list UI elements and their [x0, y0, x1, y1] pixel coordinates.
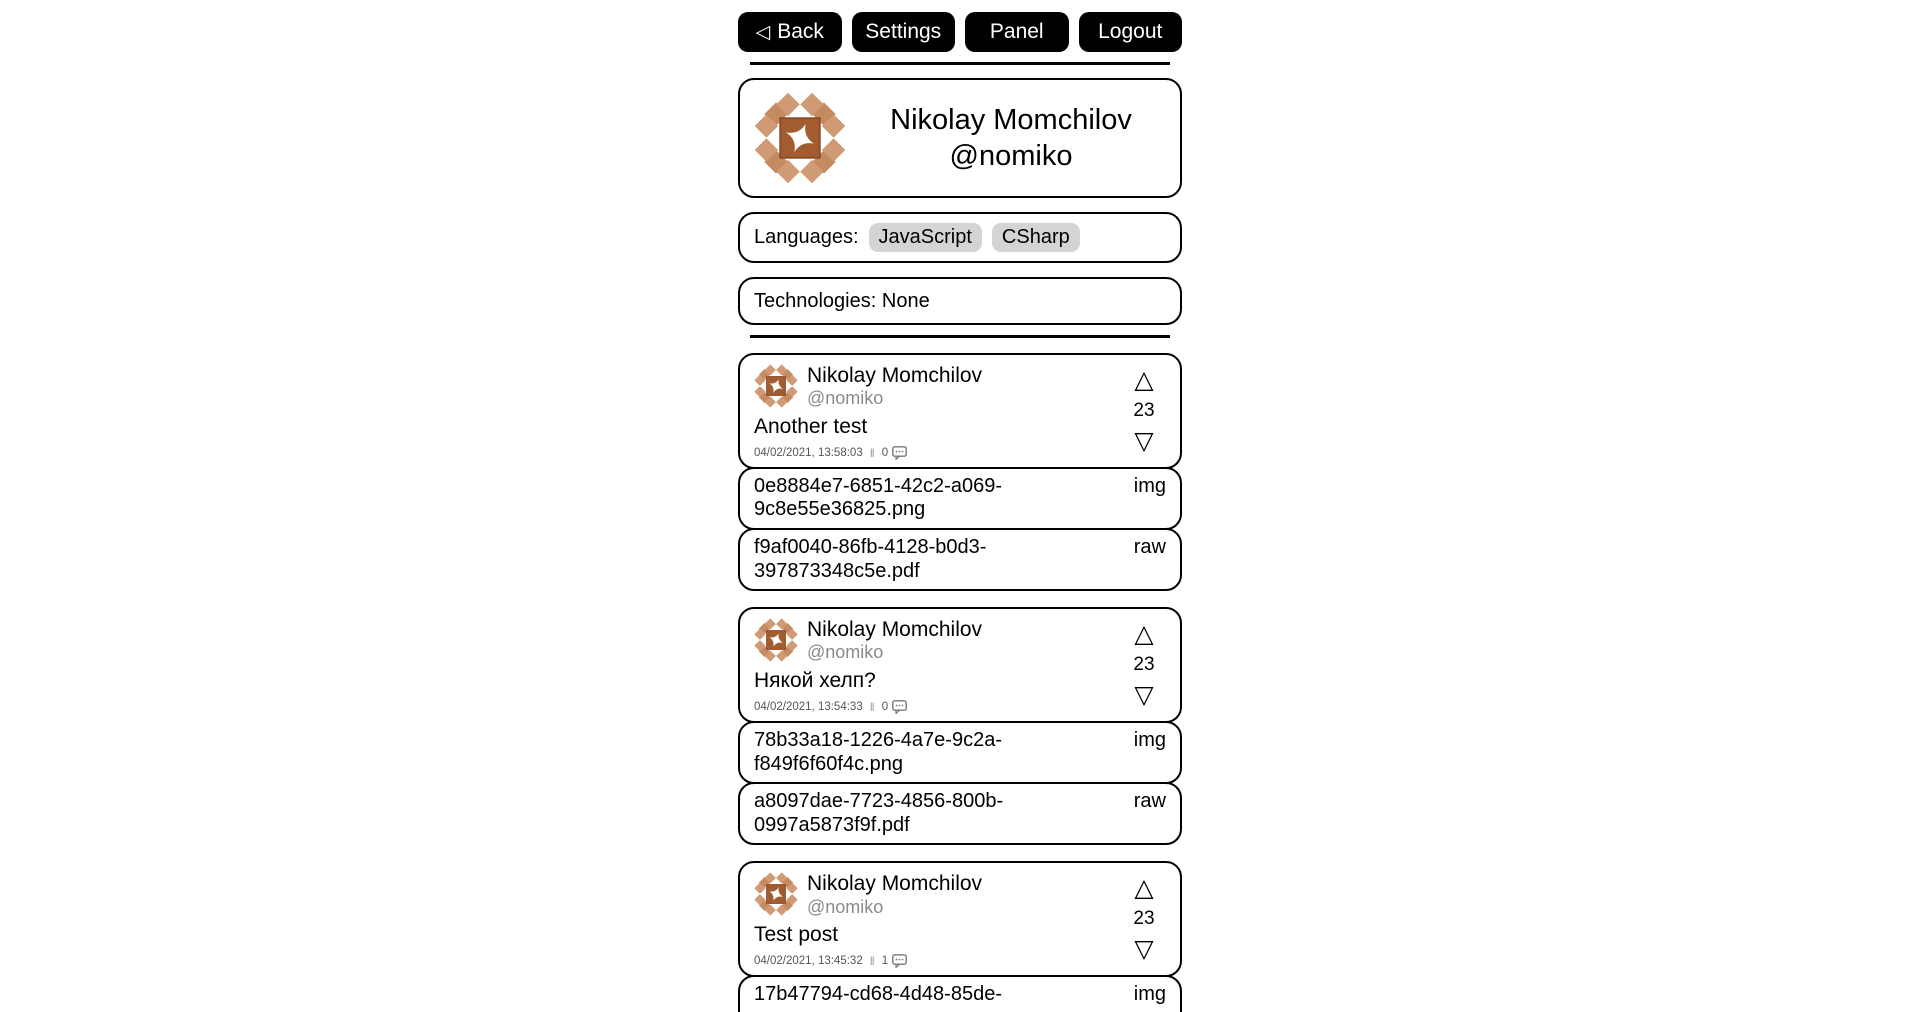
attachment-row[interactable] [738, 782, 1182, 845]
post-author: Nikolay Momchilov [807, 872, 983, 896]
comment-count: 0 [881, 446, 889, 459]
upvote-button[interactable]: △ [1134, 366, 1154, 394]
attachment-filename: 0e8884e7-6851-42c2-a069-9c8e55e36825.png [754, 474, 1002, 521]
attachment-row[interactable] [738, 467, 1182, 530]
top-divider [750, 62, 1170, 65]
post-handle: @nomiko [807, 642, 884, 663]
attachment-filename: 78b33a18-1226-4a7e-9c2a-f849f6f60f4c.png [754, 729, 1002, 775]
upvote-button[interactable]: △ [1134, 874, 1154, 903]
attachment-row[interactable] [738, 528, 1182, 591]
back-button-label: Back [777, 20, 824, 43]
attachment-type-badge: img [1133, 729, 1166, 752]
post-author-block [807, 618, 982, 663]
profile-avatar [754, 92, 846, 184]
attachment-row[interactable] [738, 975, 1182, 1012]
post-avatar [754, 872, 798, 916]
post-author: Nikolay Momchilov [807, 618, 983, 642]
post-comments [882, 954, 907, 968]
vote-count: 23 [1133, 908, 1155, 930]
post-comments [882, 700, 907, 714]
post-card[interactable] [738, 353, 1182, 469]
comment-count: 1 [881, 955, 889, 968]
language-badge-javascript: JavaScript [869, 223, 982, 252]
downvote-button[interactable]: ▽ [1134, 681, 1154, 710]
post-header [754, 872, 1120, 917]
post-meta [754, 954, 1120, 968]
language-badge-csharp: CSharp [992, 223, 1080, 252]
technologies-value: None [881, 289, 930, 312]
attachment-type-badge: raw [1133, 790, 1166, 813]
attachment-filename: f9af0040-86fb-4128-b0d3-397873348c5e.pdf [754, 536, 987, 582]
post-card[interactable] [738, 861, 1182, 977]
post-author-block [807, 872, 982, 917]
attachment-filename: 17b47794-cd68-4d48-85de- [754, 983, 1002, 1006]
attachment-type-badge: raw [1133, 536, 1166, 559]
languages-card [738, 212, 1182, 263]
main-column [738, 0, 1182, 1012]
attachment-row[interactable] [738, 721, 1182, 784]
technologies-card [738, 277, 1182, 325]
profile-names [856, 102, 1166, 175]
post-handle: @nomiko [807, 896, 884, 917]
meta-separator: ‖ [869, 954, 875, 969]
meta-separator: ‖ [869, 700, 875, 715]
vote-column [1120, 618, 1168, 714]
back-arrow-icon: ◁ [755, 21, 771, 43]
post-meta [754, 446, 1120, 460]
technologies-label: Technologies: [754, 289, 877, 312]
post-avatar [754, 364, 798, 408]
post-header [754, 618, 1120, 663]
post-title: Някой хелп? [754, 669, 876, 693]
languages-label: Languages: [754, 226, 859, 248]
vote-count: 23 [1133, 399, 1155, 421]
post-group [738, 607, 1182, 845]
attachment-type-badge: img [1133, 474, 1166, 497]
profile-handle: @nomiko [949, 140, 1073, 172]
logout-button[interactable]: Logout [1079, 12, 1183, 52]
settings-button[interactable]: Settings [852, 12, 956, 52]
downvote-button[interactable]: ▽ [1134, 935, 1154, 964]
upvote-button[interactable]: △ [1134, 620, 1154, 649]
speech-bubble-icon [892, 446, 907, 460]
attachment-type-badge: img [1133, 983, 1166, 1006]
post-header [754, 364, 1120, 409]
vote-column [1120, 872, 1168, 968]
attachment-filename: a8097dae-7723-4856-800b-0997a5873f9f.pdf [754, 790, 1004, 836]
post-title: Test post [754, 923, 839, 947]
post-avatar [754, 618, 798, 662]
comment-count: 0 [881, 701, 889, 714]
panel-button[interactable]: Panel [965, 12, 1069, 52]
speech-bubble-icon [892, 700, 907, 714]
post-author: Nikolay Momchilov [807, 364, 983, 387]
post-handle: @nomiko [807, 388, 884, 409]
profile-name: Nikolay Momchilov [890, 103, 1132, 136]
post-card[interactable] [738, 607, 1182, 723]
post-comments [882, 446, 907, 460]
post-timestamp: 04/02/2021, 13:58:03 [754, 446, 863, 459]
speech-bubble-icon [892, 954, 907, 968]
post-main [754, 364, 1120, 460]
back-button[interactable] [738, 12, 842, 52]
top-nav [738, 12, 1182, 52]
post-meta [754, 700, 1120, 714]
post-group [738, 861, 1182, 1012]
post-group [738, 353, 1182, 591]
meta-separator: ‖ [869, 445, 875, 460]
profile-card [738, 78, 1182, 198]
post-main [754, 618, 1120, 714]
post-timestamp: 04/02/2021, 13:54:33 [754, 701, 863, 714]
downvote-button[interactable]: ▽ [1134, 426, 1154, 455]
feed-divider [750, 335, 1170, 338]
post-author-block [807, 364, 982, 409]
vote-column [1120, 364, 1168, 460]
vote-count: 23 [1133, 654, 1155, 676]
post-main [754, 872, 1120, 968]
post-title: Another test [754, 414, 868, 438]
post-timestamp: 04/02/2021, 13:45:32 [754, 955, 863, 968]
